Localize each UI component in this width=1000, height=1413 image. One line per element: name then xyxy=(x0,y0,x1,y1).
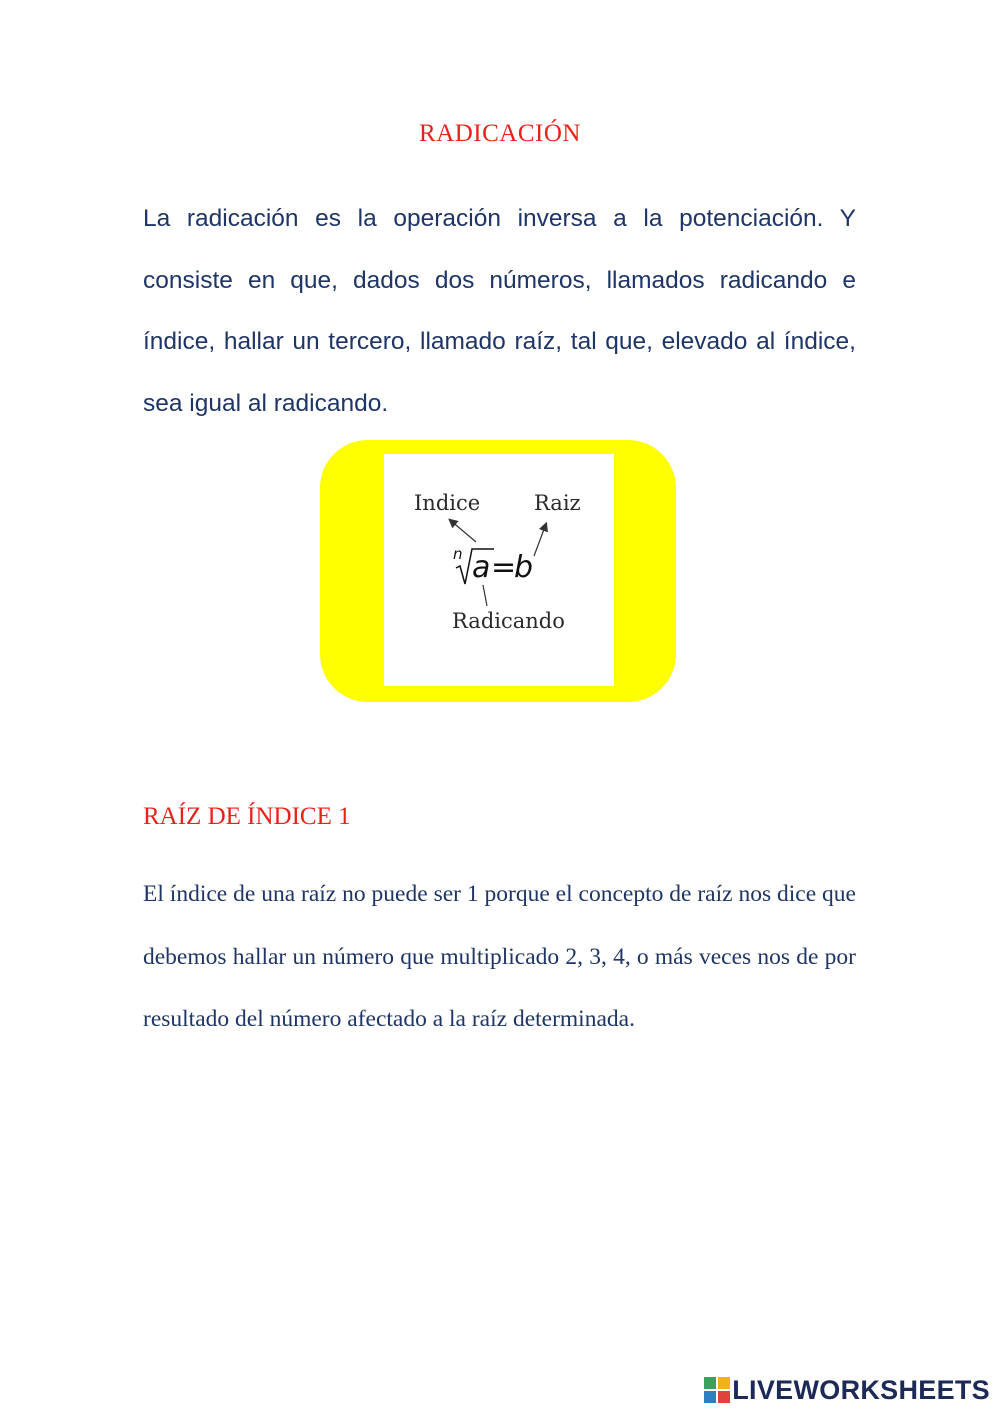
label-index: Indice xyxy=(414,491,481,515)
radical-diagram-frame xyxy=(320,440,676,702)
label-root: Raiz xyxy=(534,491,581,515)
formula-equals: = xyxy=(491,550,517,585)
intro-paragraph: La radicación es la operación inversa a la potenciación. Y consiste en que, dados dos números, llamados radicando e índice, hallar un tercero, llamado raíz, tal que, elevado al índice, sea igual al radicando. xyxy=(143,205,856,417)
formula-result: b xyxy=(514,550,534,585)
label-radicand: Radicando xyxy=(452,609,565,633)
formula-index: n xyxy=(453,545,463,563)
brand-text: LIVEWORKSHEETS xyxy=(732,1374,990,1405)
section-title: RAÍZ DE ÍNDICE 1 xyxy=(143,803,351,830)
radical-diagram xyxy=(384,454,614,686)
arrow-to-root xyxy=(534,524,546,556)
arrow-to-radicand xyxy=(483,585,487,606)
page-title: RADICACIÓN xyxy=(419,120,581,147)
section-paragraph: El índice de una raíz no puede ser 1 porque el concepto de raíz nos dice que debemos hallar un número que multiplicado 2, 3, 4, o más veces nos de por resultado del número afectado a la raíz determinada. xyxy=(143,881,856,1032)
formula-radicand: a xyxy=(472,550,491,585)
brand-watermark[interactable] xyxy=(704,1373,990,1407)
arrow-to-index xyxy=(450,520,476,542)
liveworksheets-logo-icon xyxy=(704,1377,730,1403)
radical-diagram-svg xyxy=(384,454,614,686)
